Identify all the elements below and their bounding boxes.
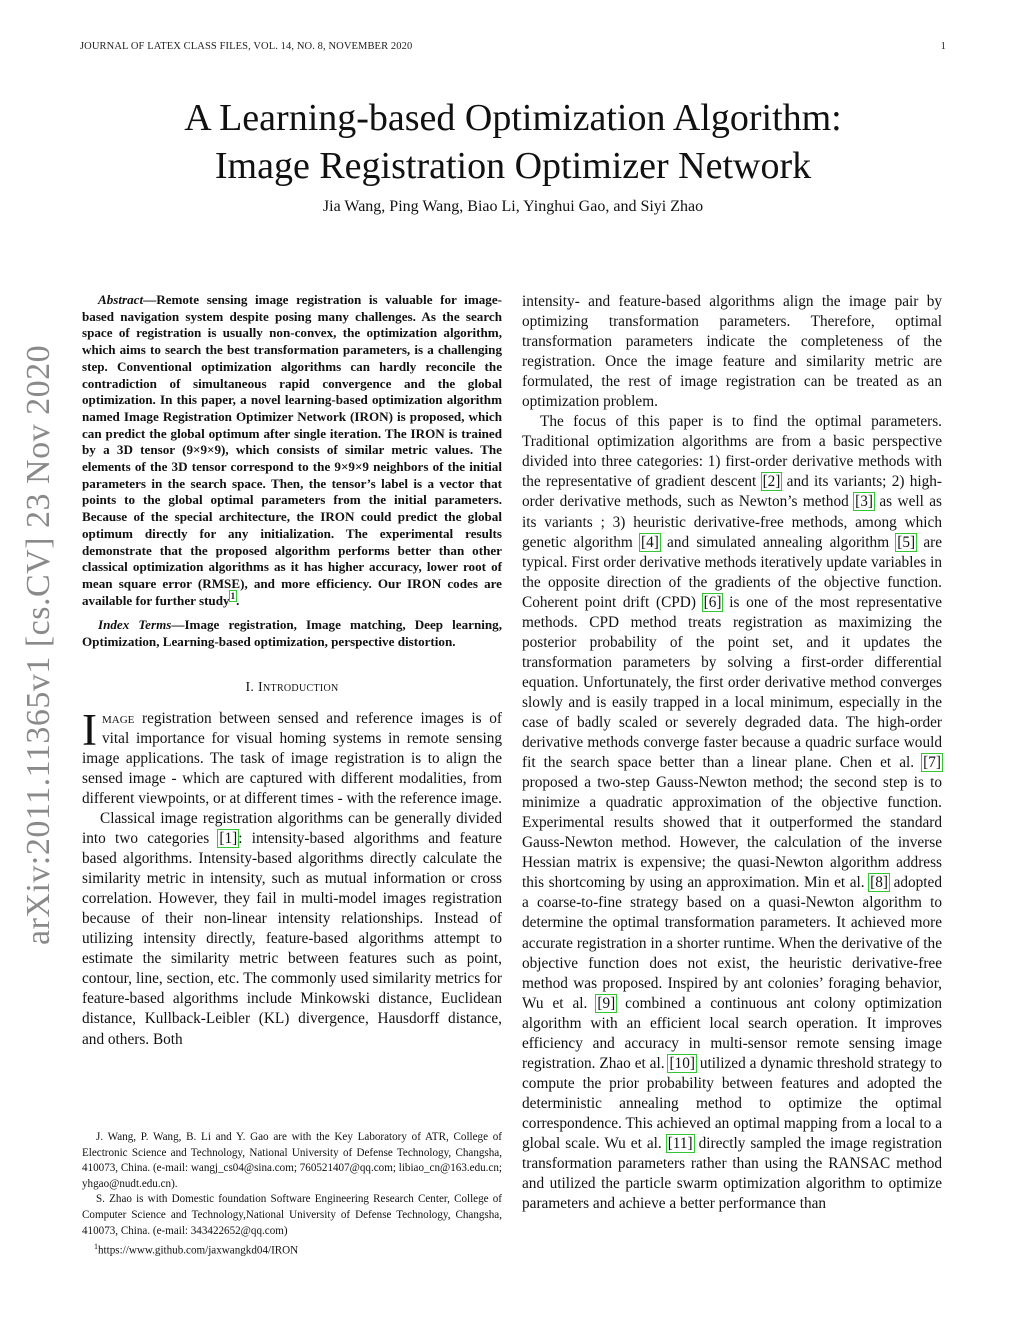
page-number: 1 (940, 41, 946, 52)
text-run: as well as its variants ; 3) heuristic derivative-free methods, among which genetic algorithm (522, 493, 943, 551)
citation-link[interactable]: [7] (923, 754, 941, 772)
paper-title (80, 94, 946, 190)
citation-link[interactable]: [11] (667, 1134, 693, 1152)
footnotes (82, 1130, 502, 1259)
citation-link[interactable]: [10] (669, 1054, 695, 1072)
drop-cap-rest: mage (102, 709, 135, 727)
text-run: : intensity-based algorithms and feature based algorithms. Intensity-based algorithms directly calculate the similarity metric in intensity, such as mutual information or cross correlation. However, they fail in multi-model images registration because of their non-linear intensity relationships. Instead of utilizing intensity directly, feature-based algorithms attempt to estimate the similarity metric between features such as point, contour, line, section, etc. The commonly used similarity metrics for feature-based algorithms include Minkowski distance, Euclidean distance, Kullback-Leibler (KL) divergence, Hausdorff distance, and others. Both (82, 830, 502, 1048)
abstract (82, 292, 502, 609)
journal-header: JOURNAL OF LATEX CLASS FILES, VOL. 14, NO. 8, NOVEMBER 2020 (80, 41, 413, 52)
right-column (522, 292, 942, 1214)
text-run: directly sampled the image registration transformation parameters rather than using the RANSAC method and utilized the particle swarm optimization algorithm to optimize parameters and achieve a better performance than (522, 1134, 943, 1213)
text-run: utilized a dynamic threshold strategy to compute the prior probability between features and adopted the deterministic annealing method to optimize the optimal correspondence. This achieved an optimal mapping from a local to a global scale. Wu et al. (522, 1054, 942, 1152)
footnote-affiliation-1: J. Wang, P. Wang, B. Li and Y. Gao are with the Key Laboratory of ATR, College of Electronic Science and Technology, National University of Defense Technology, Changsha, 410073, China. (e-mail: wangj_cs04@sina.com; 760521407@qq.com; libiao_cn@163.edu.cn; yhgao@nudt.edu.cn). (82, 1131, 502, 1190)
text-run: combined a continuous ant colony optimization algorithm with an efficient local search operation. It improves efficiency and accuracy in multi-sensor remote sensing image registration. Zhao et al. (522, 994, 942, 1072)
citation-link[interactable]: [2] (762, 473, 781, 491)
code-url[interactable]: https://www.github.com/jaxwangkd04/IRON (98, 1244, 299, 1257)
arxiv-stamp[interactable]: arXiv:2011.11365v1 [cs.CV] 23 Nov 2020 (20, 344, 57, 945)
title-line-1: A Learning-based Optimization Algorithm: (184, 97, 842, 139)
text-run: are typical. First order derivative methods iteratively update variables in the opposite direction of the gradients of the objective function. Coherent point drift (CPD) (522, 533, 942, 611)
index-terms-lead: Index Terms (98, 617, 172, 633)
intro-p1-text: registration between sensed and reference images is of vital importance for visual homing systems in remote sensing image applications. The task of image registration is to align the sensed image - which are captured with different modalities, from different viewpoints, or at different times - with the reference image. (82, 709, 502, 807)
drop-cap: I (82, 704, 97, 755)
footnote-affiliation-2: S. Zhao is with Domestic foundation Software Engineering Research Center, College of Computer Science and Technology,National University of Defense Technology, Changsha, 410073, China. (e-mail: 343422652@qq.com) (82, 1193, 502, 1237)
intro-paragraph-2 (82, 809, 502, 1050)
citation-link[interactable]: [4] (641, 533, 659, 551)
citation-link[interactable]: [8] (870, 874, 888, 892)
title-line-2: Image Registration Optimizer Network (214, 145, 812, 187)
index-terms-text: —Image registration, Image matching, Deep learning, Optimization, Learning-based optimization, perspective distortion. (82, 617, 502, 650)
text-run: Classical image registration algorithms can be generally divided into two categories (82, 810, 502, 848)
footnote-code-link (82, 1239, 502, 1259)
citation-link[interactable]: [5] (897, 533, 916, 551)
author-list: Jia Wang, Ping Wang, Biao Li, Yinghui Gao, and Siyi Zhao (322, 198, 704, 215)
section-heading-introduction (82, 680, 502, 696)
right-paragraph-1: intensity- and feature-based algorithms align the image pair by optimizing transformation parameters. Therefore, optimal transformation parameters indicate the completeness of the registration. Once the image feature and similarity metric are formulated, the rest of image registration can be treated as an optimization problem. (522, 293, 942, 411)
section-title: Introduction (258, 679, 339, 695)
text-run: and simulated annealing algorithm (659, 533, 897, 551)
citation-link[interactable]: [3] (855, 493, 873, 511)
citation-link[interactable]: [6] (703, 593, 722, 611)
running-head (80, 41, 946, 52)
abstract-lead: Abstract (98, 292, 144, 307)
footnote-ref-1[interactable]: 1 (230, 591, 236, 602)
left-column (82, 292, 502, 1050)
text-run: is one of the most representative methods. CPD method treats registration as maximizing the posterior probability of the point set, and it updates the transformation parameters by solving a first-order differential equation. Unfortunately, the first order derivative method converges slowly and is easily trapped in a local minimum, especially in the case of badly scaled or severely degraded data. The high-order derivative methods converge faster because a quadric surface would fit the search space better than a linear plane. Chen et al. (522, 593, 942, 772)
citation-link[interactable]: [9] (597, 994, 616, 1012)
text-run: and its variants; 2) high-order derivative methods, such as Newton’s method (522, 473, 942, 511)
abstract-text: —Remote sensing image registration is valuable for image-based navigation system despite posing many challenges. As the search space of registration is usually non-convex, the optimization algorithm, which aims to search the best transformation parameters, is a challenging step. Conventional optimization algorithms can hardly reconcile the contradiction of simultaneous rapid convergence and the global optimization. In this paper, a novel learning-based optimization algorithm named Image Registration Optimizer Network (IRON) is proposed, which can predict the global optimum after single iteration. The IRON is trained by a 3D tensor (9×9×9), which consists of similar metric values. The elements of the 3D tensor correspond to the 9×9×9 neighbors of the initial parameters in the search space. Then, the tensor’s label is a vector that points to the global optimal parameters from the initial parameters. Because of the special architecture, the IRON could predict the global optimum directly for any initialization. The experimental results demonstrate that the proposed algorithm performs better than other classical optimization algorithms as it has higher accuracy, lower root of mean square error (RMSE), and more efficiency. Our IRON codes are available for further study (82, 292, 502, 608)
right-paragraph-2 (522, 412, 942, 1214)
citation-link[interactable]: [1] (219, 830, 238, 848)
abstract-end: . (236, 592, 240, 608)
text-run: adopted a coarse-to-fine strategy based on a quasi-Newton algorithm to determine the optimal transformation parameters. It achieved more accurate registration in a shorter runtime. When the derivative of the objective function does not exist, the heuristic derivative-free method was proposed. Inspired by ant colonies’ foraging behavior, Wu et al. (522, 874, 942, 1012)
intro-paragraph-1 (82, 704, 502, 809)
text-run: proposed a two-step Gauss-Newton method; the second step is to minimize a quadratic approximation of the objective function. Experimental results showed that it outperformed the standard Gauss-Newton method. However, the calculation of the inverse Hessian matrix is expensive; the quasi-Newton algorithm address this shortcoming by using an approximation. Min et al. (522, 774, 942, 892)
index-terms (82, 617, 502, 650)
text-run: The focus of this paper is to find the optimal parameters. Traditional optimization algorithms are from a basic perspective divided into three categories: 1) first-order derivative methods with the representative of gradient descent (522, 413, 942, 491)
footnote-mark: 1 (94, 1242, 98, 1252)
section-numeral: I. (245, 679, 255, 695)
